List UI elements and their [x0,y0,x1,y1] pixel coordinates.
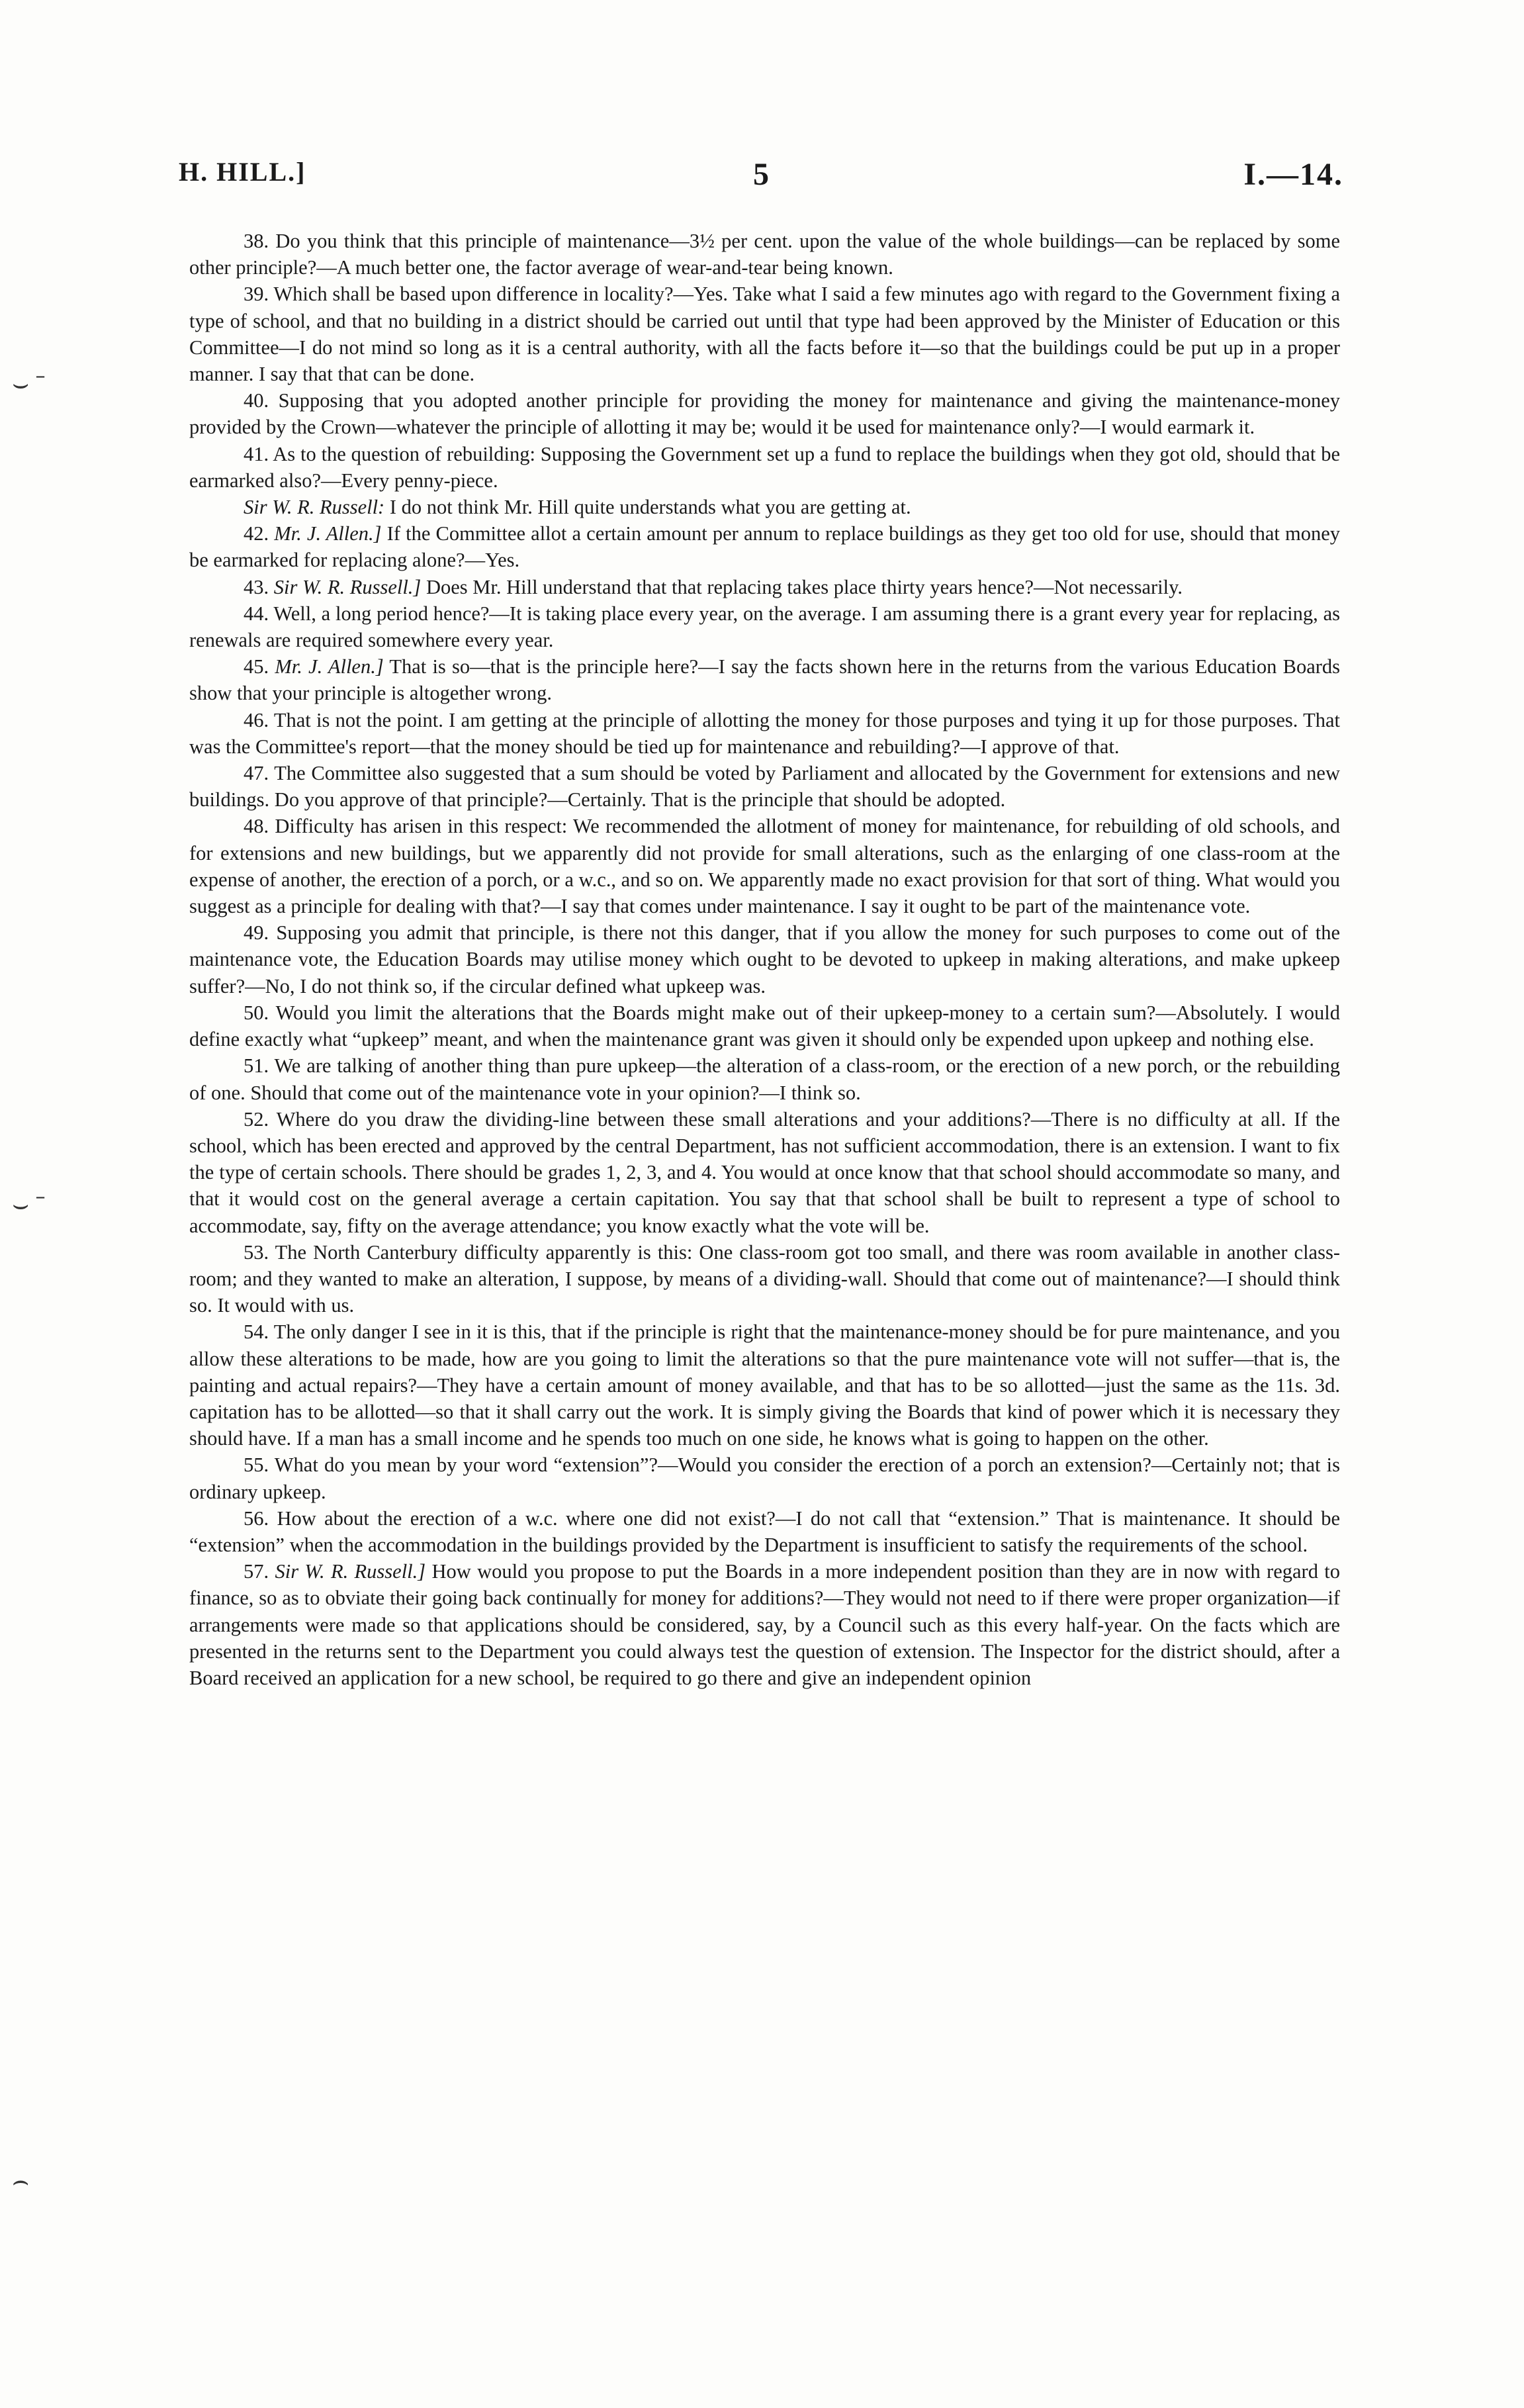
document-reference: I.—14. [1243,157,1343,192]
question-paragraph: 50. Would you limit the alterations that the Boards might make out of their upkeep-money to a certain sum?—Absolutely. I would define exactly what “upkeep” meant, and when the maintenance grant was given it should only be expended upon upkeep and nothing else. [189,1001,1340,1051]
question-paragraph: 39. Which shall be based upon difference in locality?—Yes. Take what I said a few minutes ago with regard to the Government fixing a type of school, and that no building in a district should be carried out until that type had been approved by the Minister of Education or this Committee—I do not mind so long as it is a central authority, with all the facts before it—so that the buildings could be put up in a proper manner. I say that that can be done. [189,283,1340,386]
witness-name: H. HILL.] [179,157,306,187]
question-paragraph: 45. Mr. J. Allen.] That is so—that is the principle here?—I say the facts shown here in the returns from the various Education Boards show that your principle is altogether wrong. [189,655,1341,705]
question-paragraph: 49. Supposing you admit that principle, is there not this danger, that if you allow the money for such purposes to come out of the maintenance vote, the Education Boards may utilise money which ought to be devoted to upkeep in making alterations, and make upkeep suffer?—No, I do not think so, if the circular defined what upkeep was. [189,921,1340,997]
question-paragraph: 46. That is not the point. I am getting at the principle of allotting the money for those purposes and tying it up for those purposes. That was the Committee's report—that the money should be tied up for maintenance and rebuilding?—I approve of that. [189,708,1340,758]
question-paragraph: 55. What do you mean by your word “extension”?—Would you consider the erection of a porch an extension?—Certainly not; that is ordinary upkeep. [189,1454,1340,1503]
margin-mark: ⌣ ˉ [12,369,45,398]
page-number: 5 [753,157,769,192]
question-paragraph: 47. The Committee also suggested that a sum should be voted by Parliament and allocated by the Government for extensions and new buildings. Do you approve of that principle?—Certainly. That is the principle that should be adopted. [189,762,1340,811]
question-paragraph: 38. Do you think that this principle of maintenance—3½ per cent. upon the value of the whole buildings—can be replaced by some other principle?—A much better one, the factor average of wear-and-tear being known. [189,230,1340,279]
question-paragraph: 40. Supposing that you adopted another principle for providing the money for maintenance and giving the maintenance-money provided by the Crown—whatever the principle of allotting it may be; would it be used for maintenance only?—I would earmark it. [189,389,1340,439]
statement-paragraph: Sir W. R. Russell: I do not think Mr. Hill quite understands what you are getting at. [244,496,911,519]
question-paragraph: 54. The only danger I see in it is this, that if the principle is right that the maintenance-money should be for pure maintenance, and you allow these alterations to be made, how are you going to limit the alterations so that the pure maintenance vote will not suffer—that is, the painting and actual repairs?—They have a certain amount of money available, and that has to be so allotted—just the same as the 11s. 3d. capitation has to be allotted—so that it shall carry out the work. It is simply giving the Boards that kind of power which it is necessary they should have. If a man has a small income and he spends too much on one side, he knows what is going to happen on the other. [189,1320,1340,1450]
question-paragraph: 52. Where do you draw the dividing-line between these small alterations and your additions?—There is no difficulty at all. If the school, which has been erected and approved by the central Department, has not sufficient accommodation, there is an extension. I want to fix the type of certain schools. There should be grades 1, 2, 3, and 4. You would at once know that that school should accommodate so many, and that it would cost on the general average a certain capitation. You say that that school shall be built to represent a type of school to accommodate, say, fifty on the average attendance; you know exactly what the vote will be. [189,1107,1340,1237]
question-paragraph: 44. Well, a long period hence?—It is taking place every year, on the average. I am assuming there is a grant every year for replacing, as renewals are required somewhere every year. [189,602,1340,652]
question-paragraph: 57. Sir W. R. Russell.] How would you propose to put the Boards in a more independent position than they are in now with regard to finance, so as to obviate their going back continually for money for additions?—They would not need to if there were proper organization—if arrangements were made so that applications should be considered, say, by a Council such as this every half-year. On the facts which are presented in the returns sent to the Department you could always test the question of extension. The Inspector for the district should, after a Board received an application for a new school, be required to go there and give an independent opinion [189,1560,1341,1689]
question-paragraph: 43. Sir W. R. Russell.] Does Mr. Hill understand that that replacing takes place thirty years hence?—Not necessarily. [244,575,1183,598]
margin-mark: ⌢ [12,2166,30,2196]
question-paragraph: 41. As to the question of rebuilding: Supposing the Government set up a fund to replace the buildings when they got old, should that be earmarked also?—Every penny-piece. [189,442,1340,492]
page-header [179,156,1343,203]
question-paragraph: 48. Difficulty has arisen in this respect: We recommended the allotment of money for maintenance, for rebuilding of old schools, and for extensions and new buildings, but we apparently did not provide for small alterations, such as the enlarging of one class-room at the expense of another, the erection of a porch, or a w.c., and so on. We apparently made no exact provision for that sort of thing. What would you suggest as a principle for dealing with that?—I say that comes under maintenance. I say it ought to be part of the maintenance vote. [189,815,1340,918]
question-paragraph: 53. The North Canterbury difficulty apparently is this: One class-room got too small, and there was room available in another class-room; and they wanted to make an alteration, I suppose, by means of a dividing-wall. Should that come out of maintenance?—I should think so. It would with us. [189,1240,1340,1317]
question-paragraph: 51. We are talking of another thing than pure upkeep—the alteration of a class-room, or the erection of a new porch, or the rebuilding of one. Should that come out of the maintenance vote in your opinion?—I think so. [189,1054,1340,1104]
evidence-text [189,228,1340,1691]
question-paragraph: 56. How about the erection of a w.c. where one did not exist?—I do not call that “extension.” That is maintenance. It should be “extension” when the accommodation in the buildings provided by the Department is insufficient to satisfy the requirements of the school. [189,1506,1340,1556]
margin-mark: ⌣ ˉ [12,1189,45,1219]
question-paragraph: 42. Mr. J. Allen.] If the Committee allot a certain amount per annum to replace buildings as they get too old for use, should that money be earmarked for replacing alone?—Yes. [189,522,1341,572]
